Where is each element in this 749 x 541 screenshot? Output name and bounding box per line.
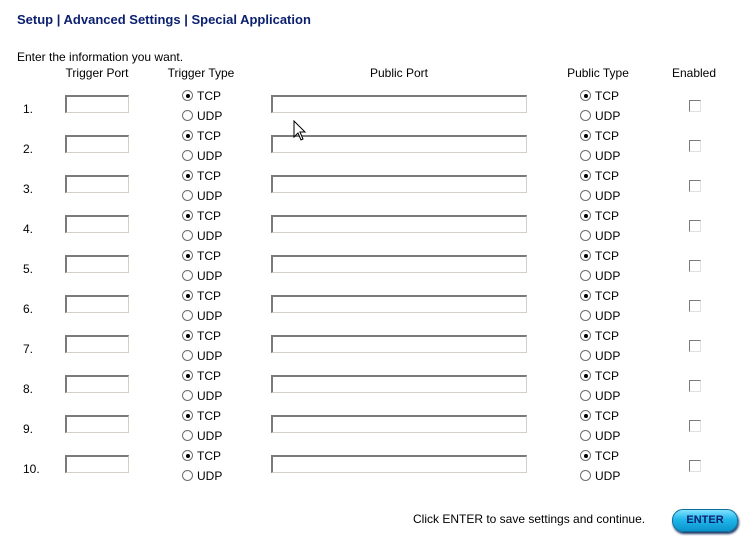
public-type-udp-label: UDP [595,469,621,483]
row-number: 5. [23,262,34,276]
trigger-type-tcp-option[interactable] [182,369,221,385]
enabled-checkbox[interactable] [689,340,701,352]
public-port-input[interactable] [271,375,527,393]
trigger-type-udp-option[interactable] [182,149,222,165]
trigger-type-tcp-option[interactable] [182,129,221,145]
trigger-type-tcp-radio[interactable] [182,130,193,141]
row-number: 8. [23,382,34,396]
trigger-type-tcp-option[interactable] [182,409,221,425]
row-number: 6. [23,302,34,316]
trigger-type-tcp-option[interactable] [182,449,221,465]
public-port-input[interactable] [271,135,527,153]
trigger-type-tcp-option[interactable] [182,289,221,305]
public-type-udp-label: UDP [595,189,621,203]
trigger-type-udp-radio[interactable] [182,310,193,321]
public-type-tcp-radio[interactable] [580,250,591,261]
enabled-checkbox[interactable] [689,180,701,192]
trigger-type-udp-label: UDP [197,469,223,483]
public-type-udp-label: UDP [595,269,621,283]
trigger-type-tcp-radio[interactable] [182,450,193,461]
column-header-public-type: Public Type [567,66,629,80]
trigger-type-tcp-radio[interactable] [182,170,193,181]
public-type-tcp-radio[interactable] [580,210,591,221]
trigger-type-udp-label: UDP [197,389,223,403]
table-row [0,131,749,171]
public-type-tcp-label: TCP [595,409,619,423]
public-type-tcp-option[interactable] [580,369,619,385]
trigger-port-input[interactable] [65,95,129,113]
public-type-tcp-radio[interactable] [580,170,591,181]
trigger-type-udp-label: UDP [197,429,223,443]
trigger-type-tcp-option[interactable] [182,249,221,265]
enter-button[interactable]: ENTER [672,509,738,532]
trigger-type-udp-option[interactable] [182,189,222,205]
trigger-type-udp-radio[interactable] [182,230,193,241]
breadcrumb-separator: | [184,12,188,27]
trigger-port-input[interactable] [65,295,129,313]
row-number: 3. [23,182,34,196]
row-number: 10. [23,462,40,476]
trigger-port-input[interactable] [65,175,129,193]
public-type-tcp-label: TCP [595,329,619,343]
trigger-type-udp-label: UDP [197,309,223,323]
public-type-tcp-option[interactable] [580,409,619,425]
public-type-tcp-option[interactable] [580,129,619,145]
public-type-udp-label: UDP [595,229,621,243]
table-row [0,291,749,331]
trigger-type-udp-option[interactable] [182,469,222,485]
public-port-input[interactable] [271,215,527,233]
table-row [0,251,749,291]
public-type-tcp-label: TCP [595,209,619,223]
trigger-type-tcp-radio[interactable] [182,210,193,221]
public-type-udp-label: UDP [595,349,621,363]
trigger-type-udp-option[interactable] [182,309,222,325]
public-type-udp-label: UDP [595,109,621,123]
enabled-checkbox[interactable] [689,460,701,472]
trigger-type-tcp-label: TCP [197,449,221,463]
trigger-type-tcp-label: TCP [197,409,221,423]
trigger-port-input[interactable] [65,455,129,473]
trigger-type-udp-option[interactable] [182,429,222,445]
public-type-tcp-radio[interactable] [580,90,591,101]
public-type-udp-option[interactable] [580,189,620,205]
public-type-udp-label: UDP [595,309,621,323]
public-type-tcp-label: TCP [595,169,619,183]
public-type-udp-option[interactable] [580,389,620,405]
public-type-tcp-label: TCP [595,89,619,103]
trigger-type-udp-radio[interactable] [182,470,193,481]
trigger-type-tcp-label: TCP [197,89,221,103]
public-type-tcp-label: TCP [595,249,619,263]
trigger-type-udp-label: UDP [197,269,223,283]
public-type-udp-radio[interactable] [580,190,591,201]
public-type-udp-option[interactable] [580,269,620,285]
public-type-tcp-option[interactable] [580,209,619,225]
row-number: 7. [23,342,34,356]
column-header-enabled: Enabled [671,66,717,80]
trigger-port-input[interactable] [65,215,129,233]
public-type-tcp-option[interactable] [580,329,619,345]
trigger-type-tcp-radio[interactable] [182,90,193,101]
public-type-udp-option[interactable] [580,309,620,325]
trigger-type-tcp-label: TCP [197,209,221,223]
public-type-tcp-radio[interactable] [580,130,591,141]
public-type-udp-option[interactable] [580,149,620,165]
trigger-type-tcp-label: TCP [197,369,221,383]
trigger-type-udp-option[interactable] [182,109,222,125]
trigger-type-udp-radio[interactable] [182,110,193,121]
trigger-type-tcp-radio[interactable] [182,290,193,301]
row-number: 4. [23,222,34,236]
breadcrumb-setup[interactable]: Setup [17,12,54,27]
table-row [0,91,749,131]
public-type-tcp-radio[interactable] [580,370,591,381]
enabled-checkbox[interactable] [689,100,701,112]
public-type-tcp-option[interactable] [580,89,619,105]
public-port-input[interactable] [271,255,527,273]
public-port-input[interactable] [271,455,527,473]
column-header-public-port: Public Port [369,66,429,80]
trigger-port-input[interactable] [65,335,129,353]
table-row [0,371,749,411]
table-row [0,411,749,451]
trigger-type-udp-option[interactable] [182,269,222,285]
public-type-tcp-option[interactable] [580,249,619,265]
table-row [0,171,749,211]
column-header-trigger-type: Trigger Type [167,66,235,80]
public-port-input[interactable] [271,335,527,353]
public-type-udp-label: UDP [595,429,621,443]
trigger-type-tcp-label: TCP [197,249,221,263]
trigger-type-udp-label: UDP [197,189,223,203]
row-number: 9. [23,422,34,436]
enabled-checkbox[interactable] [689,260,701,272]
trigger-type-udp-label: UDP [197,349,223,363]
row-number: 2. [23,142,34,156]
table-row [0,331,749,371]
trigger-port-input[interactable] [65,375,129,393]
trigger-type-udp-label: UDP [197,109,223,123]
trigger-type-tcp-radio[interactable] [182,370,193,381]
trigger-type-tcp-label: TCP [197,129,221,143]
public-type-tcp-option[interactable] [580,289,619,305]
public-port-input[interactable] [271,415,527,433]
public-port-input[interactable] [271,175,527,193]
breadcrumb-separator: | [56,12,61,27]
trigger-type-tcp-option[interactable] [182,329,221,345]
public-type-tcp-option[interactable] [580,449,619,465]
enabled-checkbox[interactable] [689,380,701,392]
public-type-udp-radio[interactable] [580,430,591,441]
trigger-type-tcp-option[interactable] [182,209,221,225]
public-type-udp-radio[interactable] [580,230,591,241]
trigger-type-udp-option[interactable] [182,389,222,405]
trigger-port-input[interactable] [65,135,129,153]
trigger-type-udp-label: UDP [197,229,223,243]
public-type-udp-radio[interactable] [580,470,591,481]
breadcrumb-special-application: Special Application [191,12,311,27]
mouse-pointer-icon [293,120,307,142]
public-type-tcp-radio[interactable] [580,290,591,301]
public-type-tcp-label: TCP [595,449,619,463]
enabled-checkbox[interactable] [689,220,701,232]
trigger-type-udp-radio[interactable] [182,390,193,401]
trigger-type-udp-label: UDP [197,149,223,163]
trigger-type-udp-radio[interactable] [182,270,193,281]
enabled-checkbox[interactable] [689,420,701,432]
breadcrumb-advanced-settings[interactable]: Advanced Settings [63,12,181,27]
enabled-checkbox[interactable] [689,140,701,152]
row-number: 1. [23,102,34,116]
public-type-udp-label: UDP [595,389,621,403]
footer-instruction: Click ENTER to save settings and continue. [413,512,646,526]
trigger-type-udp-option[interactable] [182,229,222,245]
public-type-udp-radio[interactable] [580,390,591,401]
public-type-tcp-label: TCP [595,369,619,383]
trigger-type-tcp-label: TCP [197,169,221,183]
table-row [0,451,749,491]
trigger-type-udp-radio[interactable] [182,190,193,201]
trigger-type-tcp-label: TCP [197,329,221,343]
public-type-udp-radio[interactable] [580,310,591,321]
trigger-type-tcp-radio[interactable] [182,410,193,421]
public-type-tcp-option[interactable] [580,169,619,185]
trigger-type-tcp-radio[interactable] [182,330,193,341]
trigger-type-udp-radio[interactable] [182,350,193,361]
column-header-trigger-port: Trigger Port [65,66,129,80]
trigger-type-tcp-option[interactable] [182,169,221,185]
trigger-type-udp-option[interactable] [182,349,222,365]
public-type-udp-option[interactable] [580,229,620,245]
public-type-tcp-radio[interactable] [580,410,591,421]
trigger-type-udp-radio[interactable] [182,150,193,161]
enabled-checkbox[interactable] [689,300,701,312]
trigger-type-udp-radio[interactable] [182,430,193,441]
public-type-tcp-label: TCP [595,129,619,143]
public-type-udp-option[interactable] [580,469,620,485]
public-type-udp-option[interactable] [580,349,620,365]
trigger-type-tcp-radio[interactable] [182,250,193,261]
public-port-input[interactable] [271,95,527,113]
public-type-udp-radio[interactable] [580,110,591,121]
public-type-udp-option[interactable] [580,429,620,445]
trigger-port-input[interactable] [65,415,129,433]
public-type-udp-label: UDP [595,149,621,163]
trigger-port-input[interactable] [65,255,129,273]
public-port-input[interactable] [271,295,527,313]
public-type-tcp-radio[interactable] [580,450,591,461]
public-type-udp-radio[interactable] [580,150,591,161]
trigger-type-tcp-option[interactable] [182,89,221,105]
trigger-type-tcp-label: TCP [197,289,221,303]
instruction-text: Enter the information you want. [17,50,184,64]
public-type-udp-option[interactable] [580,109,620,125]
table-row [0,211,749,251]
public-type-tcp-radio[interactable] [580,330,591,341]
public-type-udp-radio[interactable] [580,270,591,281]
public-type-udp-radio[interactable] [580,350,591,361]
public-type-tcp-label: TCP [595,289,619,303]
